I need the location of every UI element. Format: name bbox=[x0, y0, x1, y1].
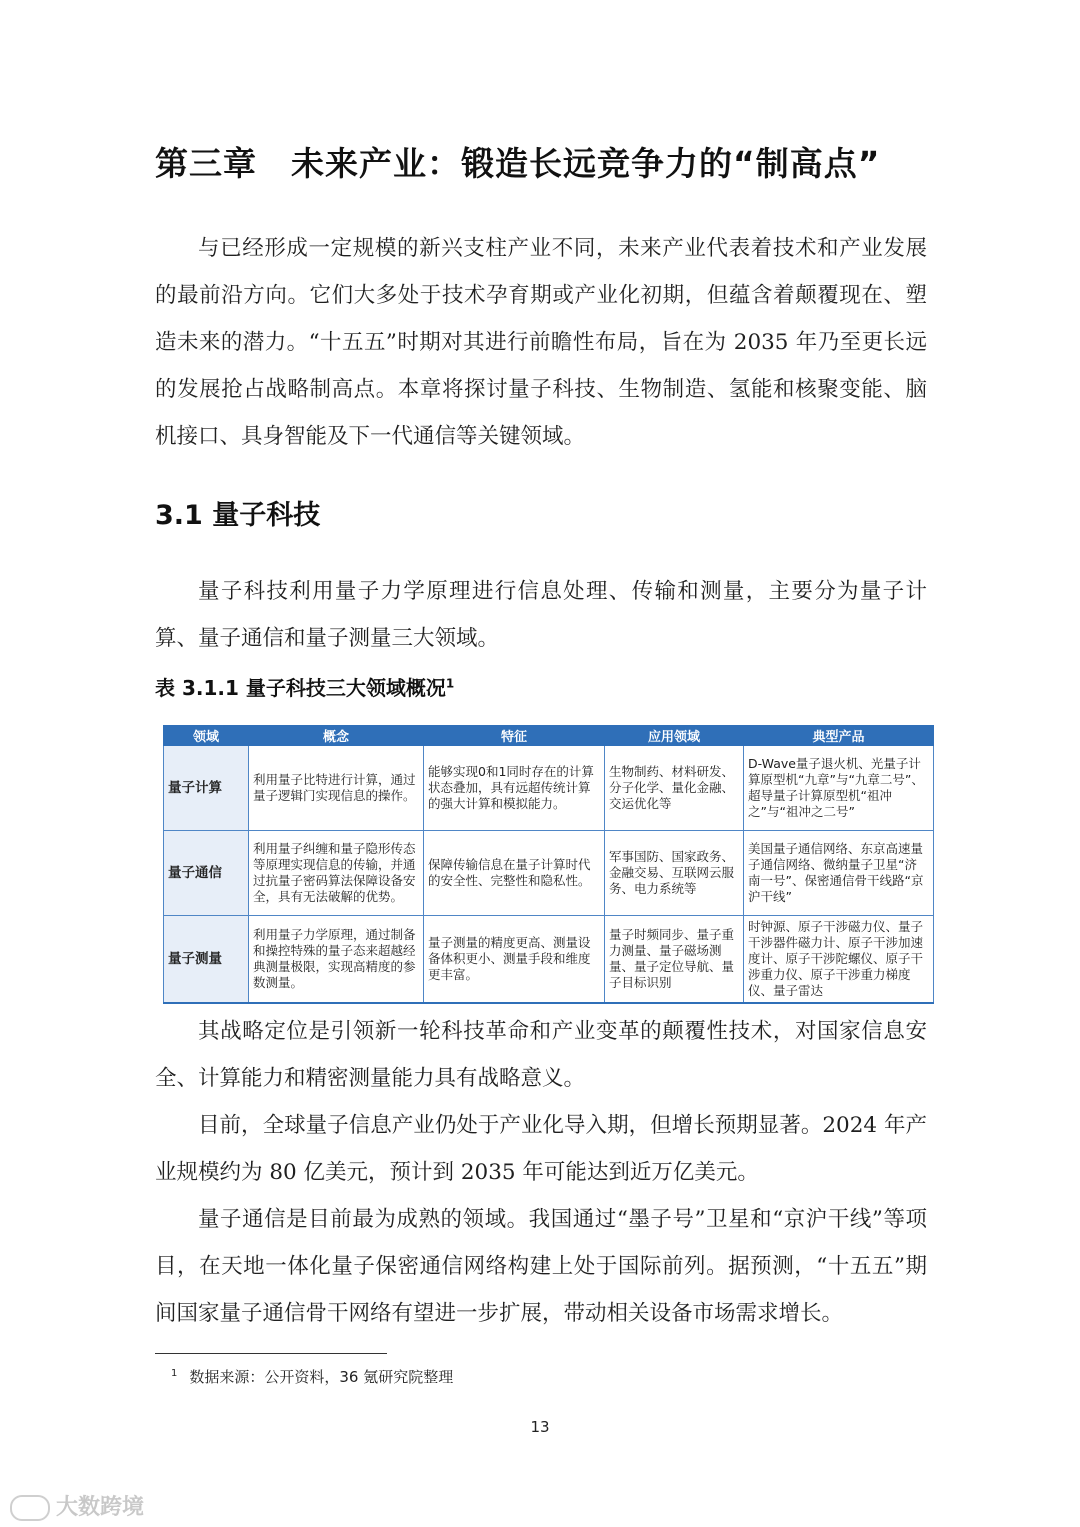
table-row bbox=[164, 746, 934, 831]
table-caption-footnote-mark: 1 bbox=[445, 676, 455, 691]
strategy-paragraph: 其战略定位是引领新一轮科技革命和产业变革的颠覆性技术，对国家信息安全、计算能力和精密测量能力具有战略意义。 bbox=[155, 1019, 927, 1091]
page-number: 13 bbox=[530, 1418, 550, 1436]
cell-concept: 利用量子纠缠和量子隐形传态等原理实现信息的传输，并通过抗量子密码算法保障设备安全，具有无法破解的优势。 bbox=[249, 831, 424, 916]
header-feature: 特征 bbox=[424, 726, 605, 746]
cell-product: 美国量子通信网络、东京高速量子通信网络、微纳量子卫星“济南一号”、保密通信骨干线路“京沪干线” bbox=[744, 831, 934, 916]
cell-domain: 量子通信 bbox=[164, 831, 249, 916]
table-row bbox=[164, 916, 934, 1004]
footnote-text: 数据来源：公开资料，36 氪研究院整理 bbox=[189, 1368, 454, 1386]
cell-feature: 保障传输信息在量子计算时代的安全性、完整性和隐私性。 bbox=[424, 831, 605, 916]
cell-application: 军事国防、国家政务、金融交易、互联网云服务、电力系统等 bbox=[605, 831, 744, 916]
cell-concept: 利用量子力学原理，通过制备和操控特殊的量子态来超越经典测量极限，实现高精度的参数测量。 bbox=[249, 916, 424, 1004]
header-concept: 概念 bbox=[249, 726, 424, 746]
cell-domain: 量子测量 bbox=[164, 916, 249, 1004]
cell-feature: 能够实现0和1同时存在的计算状态叠加，具有远超传统计算的强大计算和模拟能力。 bbox=[424, 746, 605, 831]
cell-domain: 量子计算 bbox=[164, 746, 249, 831]
table-caption bbox=[155, 672, 454, 701]
header-application: 应用领域 bbox=[605, 726, 744, 746]
watermark bbox=[10, 1490, 144, 1521]
table-row bbox=[164, 831, 934, 916]
header-product: 典型产品 bbox=[744, 726, 934, 746]
cell-product: D-Wave量子退火机、光量子计算原型机“九章”与“九章二号”、超导量子计算原型机“祖冲之”与“祖冲之二号” bbox=[744, 746, 934, 831]
cell-product: 时钟源、原子干涉磁力仪、量子干涉器件磁力计、原子干涉加速度计、原子干涉陀螺仪、原子干涉重力仪、原子干涉重力梯度仪、量子雷达 bbox=[744, 916, 934, 1004]
chapter-title: 第三章 未来产业：锻造长远竞争力的“制高点” bbox=[155, 144, 881, 183]
section-title: 3.1 量子科技 bbox=[155, 500, 321, 531]
section-intro-paragraph: 量子科技利用量子力学原理进行信息处理、传输和测量，主要分为量子计算、量子通信和量子测量三大领域。 bbox=[155, 579, 927, 651]
quantum-domains-table bbox=[163, 725, 934, 1004]
cell-feature: 量子测量的精度更高、测量设备体积更小、测量手段和维度更丰富。 bbox=[424, 916, 605, 1004]
intro-paragraph: 与已经形成一定规模的新兴支柱产业不同，未来产业代表着技术和产业发展的最前沿方向。它们大多处于技术孕育期或产业化初期，但蕴含着颠覆现在、塑造未来的潜力。“十五五”时期对其进行前瞻性布局，旨在为 2035 年乃至更长远的发展抢占战略制高点。本章将探讨量子科技、生物制造、氢能和核聚变能、脑机接口、具身智能及下一代通信等关键领域。 bbox=[155, 236, 927, 449]
table-header-row bbox=[164, 726, 934, 746]
header-domain: 领域 bbox=[164, 726, 249, 746]
cell-application: 量子时频同步、量子重力测量、量子磁场测量、量子定位导航、量子目标识别 bbox=[605, 916, 744, 1004]
footnote-divider bbox=[155, 1353, 387, 1354]
footnote-mark: 1 bbox=[171, 1368, 178, 1379]
market-paragraph: 目前，全球量子信息产业仍处于产业化导入期，但增长预期显著。2024 年产业规模约为 80 亿美元，预计到 2035 年可能达到近万亿美元。 bbox=[155, 1113, 927, 1185]
footnote bbox=[171, 1366, 454, 1387]
cell-application: 生物制药、材料研发、分子化学、量化金融、交运优化等 bbox=[605, 746, 744, 831]
watermark-text: 大数跨境 bbox=[56, 1495, 145, 1520]
communication-paragraph: 量子通信是目前最为成熟的领域。我国通过“墨子号”卫星和“京沪干线”等项目，在天地一体化量子保密通信网络构建上处于国际前列。据预测，“十五五”期间国家量子通信骨干网络有望进一步扩展，带动相关设备市场需求增长。 bbox=[155, 1207, 927, 1326]
watermark-logo-icon bbox=[10, 1495, 50, 1521]
cell-concept: 利用量子比特进行计算，通过量子逻辑门实现信息的操作。 bbox=[249, 746, 424, 831]
table-caption-text: 表 3.1.1 量子科技三大领域概况 bbox=[155, 676, 446, 700]
